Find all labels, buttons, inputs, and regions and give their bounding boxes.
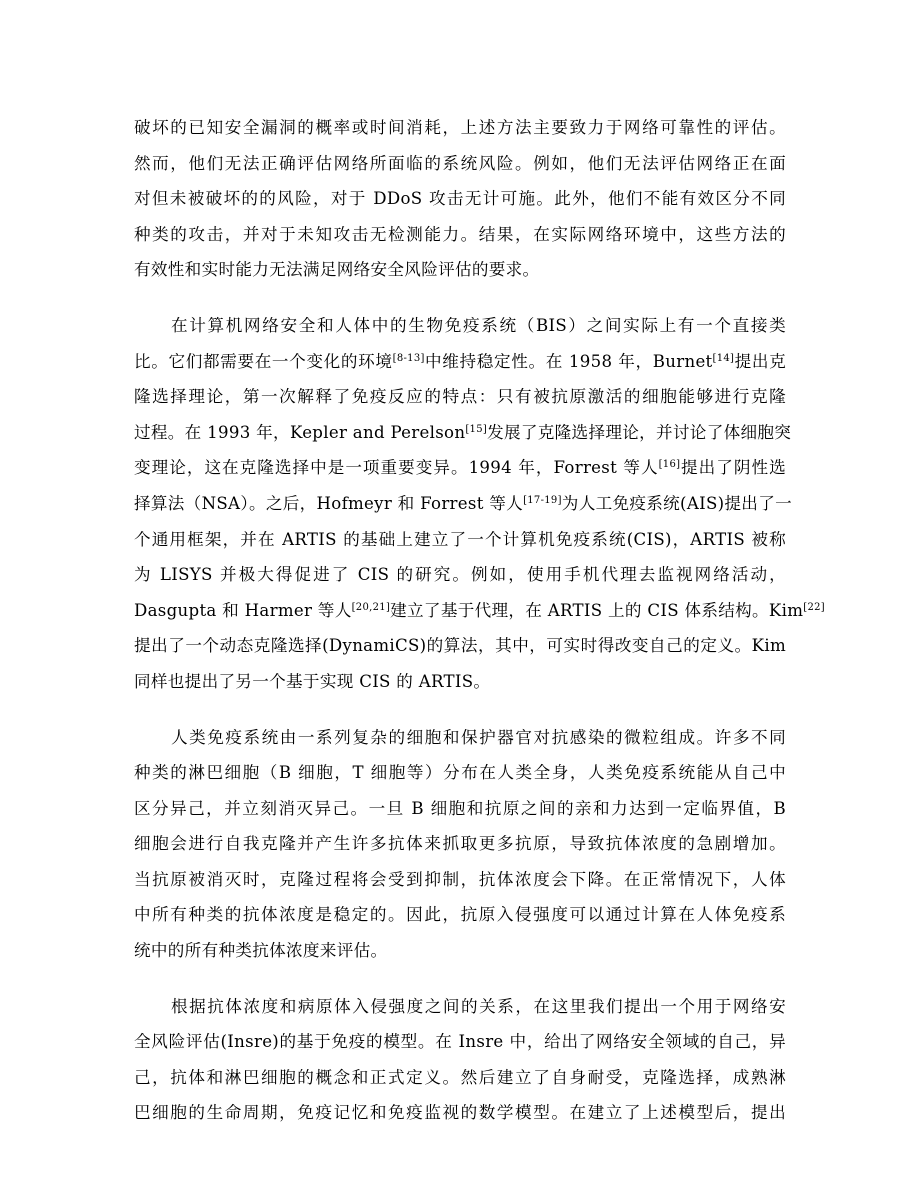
paragraph-2 — [134, 308, 826, 700]
text-line: 人类免疫系统由一系列复杂的细胞和保护器官对抗感染的微粒组成。许多不同 — [171, 727, 786, 747]
text-line: 然而，他们无法正确评估网络所面临的系统风险。例如，他们无法评估网络正在面 — [134, 153, 786, 173]
text-line: 比。它们都需要在一个变化的环境[8-13]中维持稳定性。在 1958 年，Burnet[14]提出克 — [134, 351, 786, 371]
text-line: 全风险评估(Insre)的基于免疫的模型。在 Insre 中，给出了网络安全领域的自己，异 — [134, 1032, 786, 1052]
paragraph-1 — [134, 110, 786, 288]
text-line: 当抗原被消灭时，克隆过程将会受到抑制，抗体浓度会下降。在正常情况下，人体 — [134, 869, 786, 889]
text-line: 对但未被破坏的的风险，对于 DDoS 攻击无计可施。此外，他们不能有效区分不同 — [134, 189, 786, 209]
text-line: 隆选择理论，第一次解释了免疫反应的特点：只有被抗原激活的细胞能够进行克隆 — [134, 387, 786, 407]
text-line: 为 LISYS 并极大得促进了 CIS 的研究。例如，使用手机代理去监视网络活动， — [134, 565, 786, 585]
text-line: 根据抗体浓度和病原体入侵强度之间的关系，在这里我们提出一个用于网络安 — [171, 996, 786, 1016]
text-line: 同样也提出了另一个基于实现 CIS 的 ARTIS。 — [134, 671, 491, 691]
text-line: 有效性和实时能力无法满足网络安全风险评估的要求。 — [134, 260, 540, 280]
text-line: 巴细胞的生命周期，免疫记忆和免疫监视的数学模型。在建立了上述模型后，提出 — [134, 1103, 786, 1123]
text-line: 统中的所有种类抗体浓度来评估。 — [134, 941, 388, 961]
text-line: 变理论，这在克隆选择中是一项重要变异。1994 年，Forrest 等人[16]提出了阴性选 — [134, 458, 786, 478]
text-line: 在计算机网络安全和人体中的生物免疫系统（BIS）之间实际上有一个直接类 — [171, 315, 786, 335]
citation: [20,21] — [351, 601, 391, 613]
citation: [16] — [658, 459, 681, 471]
citation: [22] — [803, 601, 826, 613]
text-line: 区分异己，并立刻消灭异己。一旦 B 细胞和抗原之间的亲和力达到一定临界值，B — [134, 798, 786, 818]
text-line: 破坏的已知安全漏洞的概率或时间消耗，上述方法主要致力于网络可靠性的评估。 — [134, 118, 786, 137]
text-line: 己，抗体和淋巴细胞的概念和正式定义。然后建立了自身耐受，克隆选择，成熟淋 — [134, 1067, 786, 1087]
citation: [14] — [712, 352, 735, 364]
text-line: 种类的攻击，并对于未知攻击无检测能力。结果，在实际网络环境中，这些方法的 — [134, 224, 786, 244]
text-line: 个通用框架，并在 ARTIS 的基础上建立了一个计算机免疫系统(CIS)，ARTIS 被称 — [134, 529, 786, 549]
text-line: 细胞会进行自我克隆并产生许多抗体来抓取更多抗原，导致抗体浓度的急剧增加。 — [134, 834, 786, 854]
text-line: Dasgupta 和 Harmer 等人[20,21]建立了基于代理，在 ARTIS 上的 CIS 体系结构。Kim[22] — [134, 600, 826, 620]
paragraph-3 — [134, 720, 786, 969]
citation: [17-19] — [523, 494, 562, 506]
document-page — [134, 110, 826, 1151]
citation: [8-13] — [392, 352, 425, 364]
text-line: 择算法（NSA）。之后，Hofmeyr 和 Forrest 等人[17-19]为人工免疫系统(AIS)提出了一 — [134, 493, 792, 513]
text-line: 提出了一个动态克隆选择(DynamiCS)的算法，其中，可实时得改变自己的定义。Kim — [134, 636, 786, 656]
citation: [15] — [465, 423, 488, 435]
paragraph-4 — [134, 989, 786, 1131]
text-line: 中所有种类的抗体浓度是稳定的。因此，抗原入侵强度可以通过计算在人体免疫系 — [134, 905, 786, 925]
text-line: 过程。在 1993 年，Kepler and Perelson[15]发展了克隆选择理论，并讨论了体细胞突 — [134, 422, 792, 442]
text-line: 种类的淋巴细胞（B 细胞，T 细胞等）分布在人类全身，人类免疫系统能从自己中 — [134, 763, 786, 783]
